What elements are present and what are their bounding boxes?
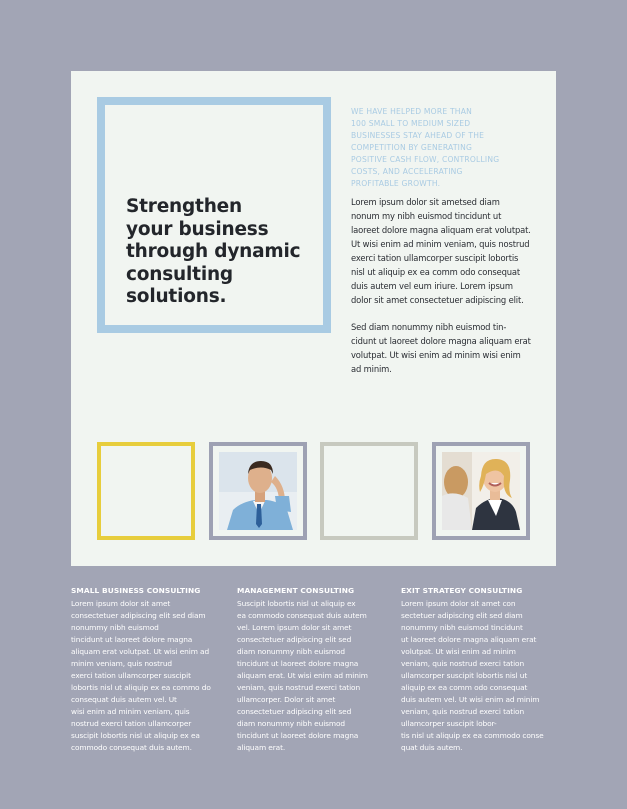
photo-tile-businessman: [209, 442, 307, 540]
column-text: Lorem ipsum dolor sit amet con sectetuer adipiscing elit sed diam nonummy nibh euismod tincidunt ut laoreet dolore magna aliquam erat volutpat. Ut wisi enim ad minim veniam, quis nostrud exerci tation ullamcorper suscipit lobortis nisl ut aliquip ex ea comm odo consequat duis autem vel. Ut wisi enim ad minim veniam, quis nostrud exerci tation ullamcorper suscipit lobor- tis nisl ut aliquip ex ea commodo conse quat duis autem.: [401, 599, 544, 752]
body-paragraph-2: Sed diam nonummy nibh euismod tin- cidunt ut laoreet dolore magna aliquam erat volutpat. Ut wisi enim ad minim wisi enim ad minim.: [351, 322, 531, 374]
businessman-photo-icon: [219, 452, 297, 530]
column-text: Lorem ipsum dolor sit amet consectetuer adipiscing elit sed diam nonummy nibh euismod tincidunt ut laoreet dolore magna aliquam erat volutpat. Ut wisi enim ad minim veniam, quis nostrud exerci tation ullamcorper suscipit lobortis nisl ut aliquip ex ea commo do consequat duis autem vel. Ut wisi enim ad minim veniam, quis nostrud exerci tation ullamcorper suscipit lobortis nisl ut aliquip ex ea commodo consequat duis autem.: [71, 599, 211, 752]
intro-text: WE HAVE HELPED MORE THAN 100 SMALL TO MEDIUM SIZED BUSINESSES STAY AHEAD OF THE COMPETITION BY GENERATING POSITIVE CASH FLOW, CONTROLLING COSTS, AND ACCELERATING PROFITABLE GROWTH.: [351, 107, 500, 188]
photo-tile-businesswoman: [432, 442, 530, 540]
headline: Strengthen your business through dynamic consulting solutions.: [126, 196, 301, 307]
column-title: SMALL BUSINESS CONSULTING: [71, 586, 201, 595]
gray-frame-tile: [320, 442, 418, 540]
service-column-exit-strategy: [401, 585, 561, 754]
businesswoman-photo-icon: [442, 452, 520, 530]
yellow-frame-tile: [97, 442, 195, 540]
column-text: Suscipit lobortis nisl ut aliquip ex ea commodo consequat duis autem vel. Lorem ipsum dolor sit amet consectetuer adipiscing elit sed diam nonummy nibh euismod tincidunt ut laoreet dolore magna aliquam erat. Ut wisi enim ad minim veniam, quis nostrud exerci tation ullamcorper. Dolor sit amet consectetuer adipiscing elit sed diam nonummy nibh euismod tincidunt ut laoreet dolore magna aliquam erat.: [237, 599, 368, 752]
body-paragraph-1: Lorem ipsum dolor sit ametsed diam nonum my nibh euismod tincidunt ut laoreet dolore magna aliquam erat volutpat. Ut wisi enim ad minim veniam, quis nostrud exerci tation ullamcorper suscipit lobortis nisl ut aliquip ex ea comm odo consequat duis autem vel eum iriure. Lorem ipsum dolor sit amet consectetuer adipiscing elit.: [351, 197, 531, 305]
service-column-management: [237, 585, 397, 754]
service-column-small-business: [71, 585, 231, 754]
column-title: EXIT STRATEGY CONSULTING: [401, 586, 523, 595]
column-title: MANAGEMENT CONSULTING: [237, 586, 355, 595]
